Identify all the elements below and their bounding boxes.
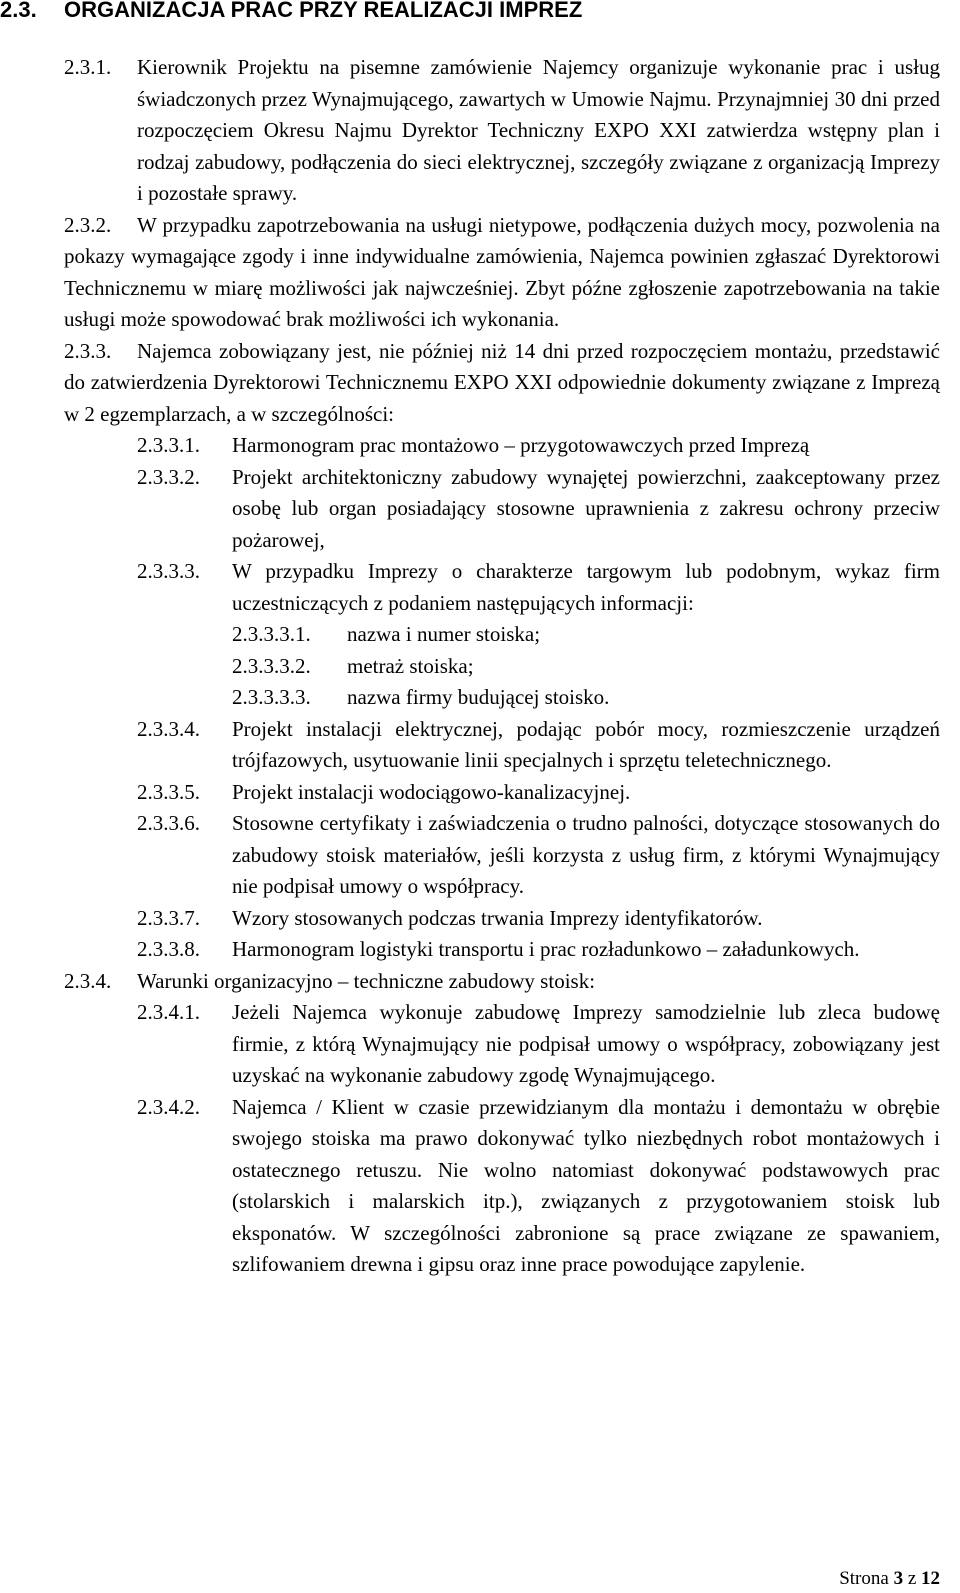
clause-text: W przypadku zapotrzebowania na usługi nietypowe, podłączenia dużych mocy, pozwolenia na pokazy wymagające zgody i inne indywidualne zamówienia, Najemca powinien zgłaszać Dyrektorowi Technicznemu w miarę możliwości jak najwcześniej. Zbyt późne zgłoszenie zapotrzebowania na takie usługi może spowodować brak możliwości ich wykonania. [64,212,940,331]
section-body [64,52,940,1281]
clause-2-3-1 [64,52,940,210]
page-label: Strona [839,1568,889,1589]
clause-number: 2.3.4.2. [137,1094,200,1119]
clause-2-3-3-4 [137,714,940,777]
clause-2-3-3-5 [137,777,940,809]
clause-text: Najemca zobowiązany jest, nie później niż 14 dni przed rozpoczęciem montażu, przedstawić do zatwierdzenia Dyrektorowi Technicznemu EXPO XXI odpowiednie dokumenty związane z Imprezą w 2 egzemplarzach, a w szczególności: [64,338,940,426]
clause-text: Harmonogram prac montażowo – przygotowawczych przed Imprezą [232,433,810,457]
clause-text: nazwa firmy budującej stoisko. [347,685,610,709]
section-number: 2.3. [0,0,37,22]
clause-2-3-4-1 [137,997,940,1092]
clause-text: Harmonogram logistyki transportu i prac rozładunkowo – załadunkowych. [232,937,860,961]
clause-number: 2.3.3.4. [137,716,200,741]
clause-text: Projekt architektoniczny zabudowy wynajętej powierzchni, zaakceptowany przez osobę lub organ posiadający stosowne uprawnienia z zakresu ochrony przeciw pożarowej, [232,464,940,552]
clause-number: 2.3.3.7. [137,905,200,930]
page-footer [839,1567,940,1591]
clause-text: Warunki organizacyjno – techniczne zabudowy stoisk: [137,968,596,993]
clause-2-3-3-2 [137,462,940,557]
clause-2-3-3-3-3 [232,682,940,714]
clause-number: 2.3.4.1. [137,1000,200,1024]
clause-number: 2.3.3.2. [137,464,200,489]
page-number: 3 [893,1568,904,1589]
clause-number: 2.3.3. [64,338,112,363]
clause-2-3-3 [64,336,940,431]
clause-2-3-3-1 [137,430,940,462]
clause-number: 2.3.3.3. [137,559,200,583]
page-separator: z [907,1568,917,1589]
clause-number: 2.3.3.1. [137,433,200,457]
clause-number: 2.3.3.8. [137,937,200,961]
clause-number: 2.3.4. [64,968,112,993]
clause-number: 2.3.2. [64,212,112,237]
clause-2-3-4 [64,966,940,998]
clause-2-3-3-3-2 [232,651,940,683]
clause-2-3-4-2 [137,1092,940,1281]
section-heading [0,0,582,25]
clause-text: W przypadku Imprezy o charakterze targowym lub podobnym, wykaz firm uczestniczących z podaniem następujących informacji: [232,559,940,615]
clause-text: metraż stoiska; [347,653,474,678]
clause-number: 2.3.3.3.1. [232,622,311,646]
clause-2-3-3-7 [137,903,940,935]
clause-number: 2.3.3.5. [137,779,200,804]
clause-text: Projekt instalacji elektrycznej, podając pobór mocy, rozmieszczenie urządzeń trójfazowych, usytuowanie linii specjalnych i sprzętu teletechnicznego. [232,716,940,772]
clause-number: 2.3.1. [64,55,112,79]
clause-text: Wzory stosowanych podczas trwania Imprezy identyfikatorów. [232,905,763,930]
clause-2-3-3-6 [137,808,940,903]
clause-text: Stosowne certyfikaty i zaświadczenia o trudno palności, dotyczące stosowanych do zabudowy stoisk materiałów, jeśli korzysta z usług firm, z którymi Wynajmujący nie podpisał umowy o współpracy. [232,811,940,898]
clause-text: Najemca / Klient w czasie przewidzianym dla montażu i demontażu w obrębie swojego stoiska ma prawo dokonywać tylko niezbędnych robot montażowych i ostatecznego retuszu. Nie wolno natomiast dokonywać podstawowych prac (stolarskich i malarskich itp.), związanych z przygotowaniem stoisk lub eksponatów. W szczególności zabronione są prace związane ze spawaniem, szlifowaniem drewna i gipsu oraz inne prace powodujące zapylenie. [232,1094,940,1276]
clause-2-3-3-3-1 [232,619,940,651]
section-title: ORGANIZACJA PRAC PRZY REALIZACJI IMPREZ [64,0,583,22]
clause-number: 2.3.3.3.3. [232,685,311,709]
clause-2-3-3-3 [137,556,940,619]
clause-text: Jeżeli Najemca wykonuje zabudowę Imprezy samodzielnie lub zleca budowę firmie, z którą Wynajmujący nie podpisał umowy o współpracy, zobowiązany jest uzyskać na wykonanie zabudowy zgodę Wynajmującego. [232,1000,940,1087]
clause-number: 2.3.3.3.2. [232,653,311,678]
clause-text: Kierownik Projektu na pisemne zamówienie Najemcy organizuje wykonanie prac i usług świadczonych przez Wynajmującego, zawartych w Umowie Najmu. Przynajmniej 30 dni przed rozpoczęciem Okresu Najmu Dyrektor Techniczny EXPO XXI zatwierdza wstępny plan i rodzaj zabudowy, podłączenia do sieci elektrycznej, szczegóły związane z organizacją Imprezy i pozostałe sprawy. [137,55,940,205]
clause-text: Projekt instalacji wodociągowo-kanalizacyjnej. [232,779,631,804]
clause-2-3-3-8 [137,934,940,966]
clause-2-3-2 [64,210,940,336]
clause-number: 2.3.3.6. [137,811,200,835]
clause-text: nazwa i numer stoiska; [347,622,541,646]
page-total: 12 [921,1568,940,1589]
